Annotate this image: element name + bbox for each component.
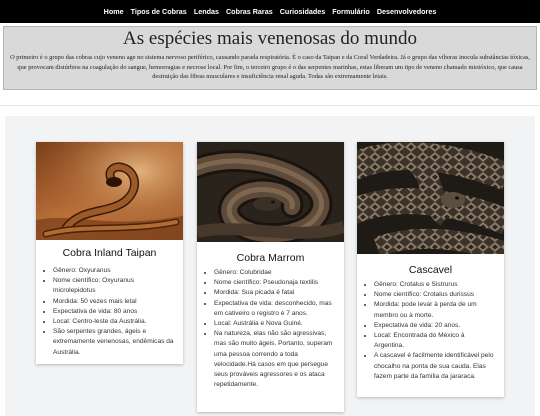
fact-item: • Mordida: 50 vezes mais letal <box>53 297 175 307</box>
section-divider <box>0 105 540 106</box>
fact-item: • Gênero: Oxyuranus <box>53 266 175 276</box>
nav-link-home[interactable]: Home <box>103 7 124 16</box>
fact-item: • Nome científico: Crotalus durissus <box>374 290 496 300</box>
intro-section <box>3 26 537 90</box>
fact-item: • A cascavel é facilmente identificável pelo chocalho na ponta de sua cauda. Elas fazem parte da família da jararaca. <box>374 351 496 382</box>
nav-link-formulario[interactable]: Formulário <box>332 7 370 16</box>
fact-item: • Local: Encontrada do México à Argentina. <box>374 331 496 351</box>
fact-item: • Mordida: Sua picada é fatal <box>214 288 338 298</box>
fact-item: • Nome científico: Pseudonaja textilis <box>214 278 338 288</box>
fact-item: • Expectativa de vida: 80 anos <box>53 307 175 317</box>
nav-link-cobras-raras[interactable]: Cobras Raras <box>225 7 273 16</box>
nav-link-lendas[interactable]: Lendas <box>193 7 219 16</box>
fact-item: • São serpentes grandes, ágeis e extremamente venenosas, endêmicas da Austrália. <box>53 327 175 358</box>
intro-paragraph: O primeiro é o grupo das cobras cujo veneno age no sistema nervoso periférico, causando parada respiratória. É o caso da Taipan e da Coral Verdadeira. Já o grupo das víboras inocula substâncias tóxicas, que provocam distúrbios na coagulação do sangue, hemorragias e necrose local. Por fim, o terceiro grupo é o das serpentes marinhas, estas liberam um tipo de veneno chamado miotóxico, que causa destruição das fibras musculares e insuficiência renal aguda. Todas são extremamente letais. <box>10 54 530 80</box>
nav-link-curiosidades[interactable]: Curiosidades <box>279 7 326 16</box>
fact-item: • Expectativa de vida: desconhecido, mas em cativeiro o registro é 7 anos. <box>214 299 338 319</box>
top-navigation-bar <box>0 0 540 23</box>
cobra-marrom-photo <box>197 142 344 242</box>
nav-link-desenvolvedores[interactable]: Desenvolvedores <box>376 7 437 16</box>
snake-card-inland-taipan <box>36 142 183 364</box>
card-title: Cobra Marrom <box>236 252 305 264</box>
facts-list <box>197 268 338 390</box>
facts-list <box>36 266 175 358</box>
nav-link-tipos-de-cobras[interactable]: Tipos de Cobras <box>130 7 187 16</box>
facts-list <box>357 280 496 382</box>
fact-item: • Na natureza, elas não são agressivas, mas são muito ágeis. Portanto, superam uma pessoa correndo a toda velocidade.Há casos em que persegue seus prováveis agressores e os ataca repetidamente. <box>214 329 338 390</box>
cascavel-photo <box>357 142 504 254</box>
snake-card-cobra-marrom <box>197 142 344 412</box>
fact-item: • Expectativa de vida: 20 anos. <box>374 321 496 331</box>
card-title: Cascavel <box>408 264 453 276</box>
inland-taipan-photo <box>36 142 183 240</box>
fact-item: • Local: Austrália e Nova Guiné. <box>214 319 338 329</box>
page-title: As espécies mais venenosas do mundo <box>123 28 417 49</box>
fact-item: • Mordida: pode levar à perda de um membro ou à morte. <box>374 300 496 320</box>
fact-item: • Nome científico: Oxyuranus microlepidotus <box>53 276 175 296</box>
card-title: Cobra Inland Taipan <box>62 247 157 259</box>
fact-item: • Gênero: Colubridae <box>214 268 338 278</box>
snake-card-cascavel <box>357 142 504 397</box>
fact-item: • Gênero: Crotalus e Sistrurus <box>374 280 496 290</box>
fact-item: • Local: Centro-leste da Austrália. <box>53 317 175 327</box>
